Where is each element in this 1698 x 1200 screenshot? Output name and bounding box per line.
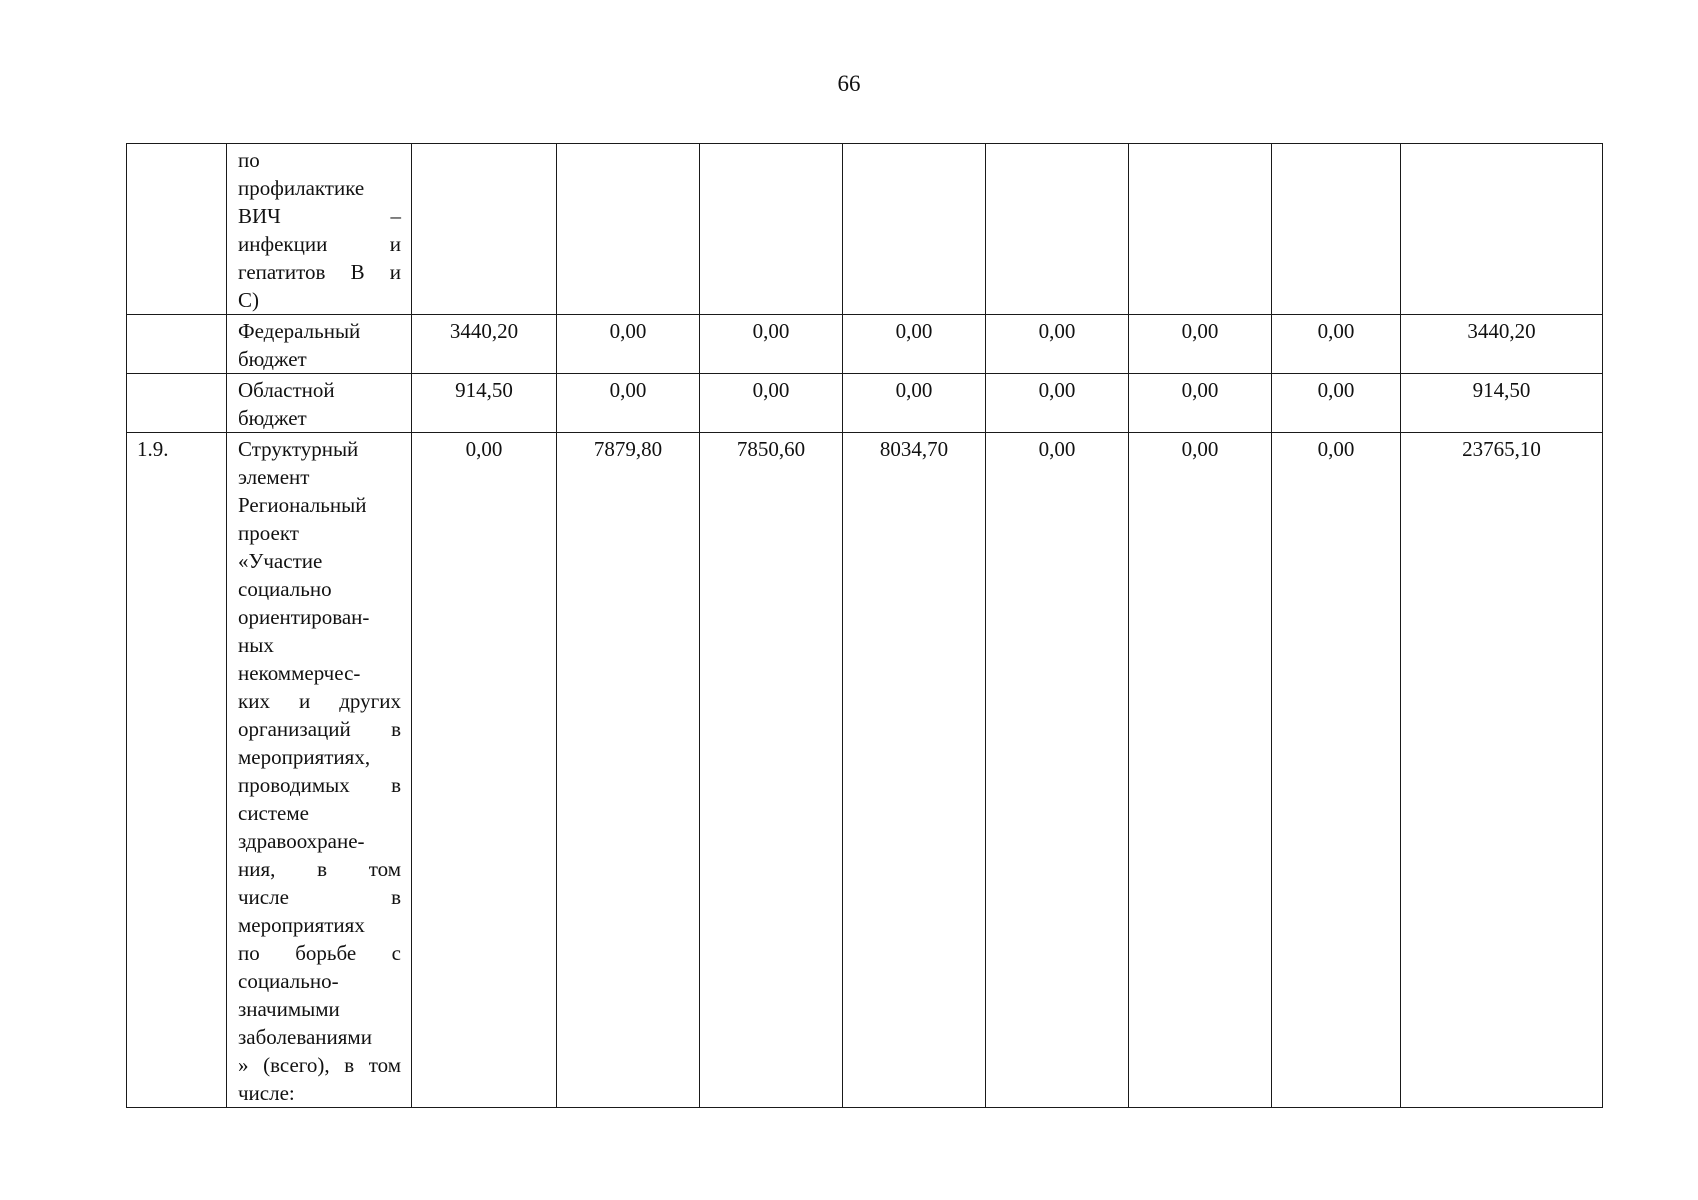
value-cell: 0,00: [986, 433, 1129, 1108]
value-cell: 0,00: [557, 315, 700, 374]
value-cell: 914,50: [412, 374, 557, 433]
row-number-cell: 1.9.: [127, 433, 227, 1108]
value-cell: [843, 144, 986, 315]
row-number-cell: [127, 144, 227, 315]
row-name-cell: Федеральный бюджет: [227, 315, 412, 374]
row-number-cell: [127, 374, 227, 433]
row-name-cell: Структурный элемент Региональный проект «Участие социально ориентирован- ных некоммерчес- ких и других организаций в мероприятиях, проводимых в системе здравоохране- ния, в том числе в мероприятиях по борьбе с социально- значимыми заболеваниями » (всего), в том числе:: [227, 433, 412, 1108]
table-row: [127, 374, 1603, 433]
value-cell: [1272, 144, 1401, 315]
value-cell: 0,00: [1129, 315, 1272, 374]
row-name-cell: по профилактике ВИЧ – инфекции и гепатитов В и С): [227, 144, 412, 315]
value-cell: 0,00: [986, 315, 1129, 374]
value-cell: 3440,20: [1401, 315, 1603, 374]
value-cell: 0,00: [1272, 374, 1401, 433]
value-cell: 0,00: [843, 374, 986, 433]
value-cell: 8034,70: [843, 433, 986, 1108]
value-cell: 3440,20: [412, 315, 557, 374]
table-row: [127, 433, 1603, 1108]
table-row: [127, 315, 1603, 374]
page-number: 66: [837, 71, 861, 96]
value-cell: 0,00: [700, 374, 843, 433]
value-cell: 0,00: [986, 374, 1129, 433]
value-cell: 914,50: [1401, 374, 1603, 433]
table-row: [127, 144, 1603, 315]
value-cell: 0,00: [700, 315, 843, 374]
value-cell: [1129, 144, 1272, 315]
value-cell: [1401, 144, 1603, 315]
value-cell: 23765,10: [1401, 433, 1603, 1108]
value-cell: 7850,60: [700, 433, 843, 1108]
row-number-cell: [127, 315, 227, 374]
budget-table: [126, 143, 1603, 1108]
value-cell: 0,00: [1129, 374, 1272, 433]
value-cell: [557, 144, 700, 315]
value-cell: 0,00: [1129, 433, 1272, 1108]
value-cell: [700, 144, 843, 315]
value-cell: [986, 144, 1129, 315]
value-cell: 0,00: [557, 374, 700, 433]
row-name-cell: Областной бюджет: [227, 374, 412, 433]
value-cell: 0,00: [1272, 315, 1401, 374]
value-cell: 0,00: [843, 315, 986, 374]
value-cell: 7879,80: [557, 433, 700, 1108]
value-cell: [412, 144, 557, 315]
value-cell: 0,00: [1272, 433, 1401, 1108]
value-cell: 0,00: [412, 433, 557, 1108]
